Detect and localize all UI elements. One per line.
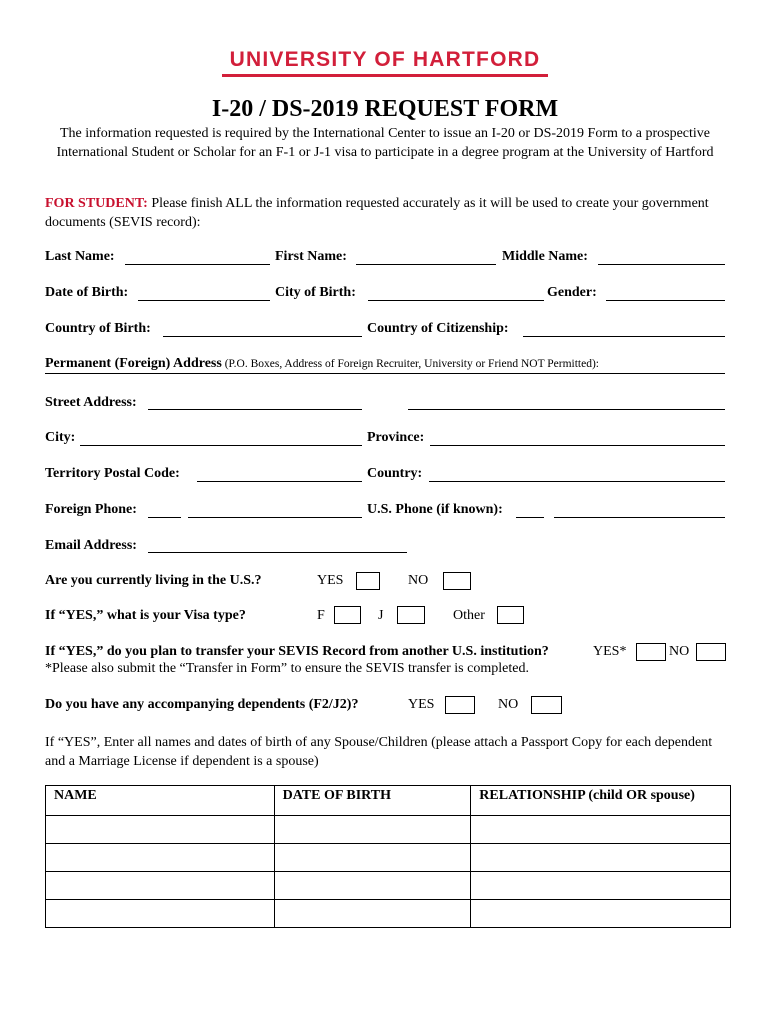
dependent-relationship-cell[interactable] <box>471 816 731 844</box>
living-yes-label: YES <box>317 573 344 588</box>
living-in-us-question: Are you currently living in the U.S.? <box>45 573 262 588</box>
foreign-phone-label: Foreign Phone: <box>45 502 137 517</box>
first-name-field[interactable] <box>356 264 496 265</box>
dependents-instructions: If “YES”, Enter all names and dates of birth of any Spouse/Children (please attach a Passport Copy for each dependent and a Marriage License if dependent is a spouse) <box>45 735 713 769</box>
table-row <box>46 900 731 928</box>
dependent-name-cell[interactable] <box>46 900 275 928</box>
dependent-dob-cell[interactable] <box>274 900 471 928</box>
dependent-dob-cell[interactable] <box>274 872 471 900</box>
citizenship-field[interactable] <box>523 336 725 337</box>
postal-code-label: Territory Postal Code: <box>45 466 180 481</box>
city-field[interactable] <box>80 445 362 446</box>
dependent-relationship-cell[interactable] <box>471 872 731 900</box>
dependents-no-checkbox[interactable] <box>531 696 562 714</box>
foreign-phone-code-field[interactable] <box>148 517 181 518</box>
table-row <box>46 872 731 900</box>
visa-other-checkbox[interactable] <box>497 606 524 624</box>
dependent-name-cell[interactable] <box>46 816 275 844</box>
transfer-question: If “YES,” do you plan to transfer your SEVIS Record from another U.S. institution? <box>45 644 549 659</box>
province-label: Province: <box>367 430 425 445</box>
dob-label: Date of Birth: <box>45 285 129 300</box>
table-row <box>46 844 731 872</box>
column-header-name: NAME <box>46 786 275 816</box>
email-label: Email Address: <box>45 538 137 553</box>
living-no-label: NO <box>408 573 429 588</box>
us-phone-field[interactable] <box>554 517 725 518</box>
province-field[interactable] <box>430 445 725 446</box>
dependents-yes-checkbox[interactable] <box>445 696 475 714</box>
visa-type-question: If “YES,” what is your Visa type? <box>45 608 246 623</box>
city-of-birth-field[interactable] <box>368 300 544 301</box>
dob-field[interactable] <box>138 300 270 301</box>
dependents-no-label: NO <box>498 697 519 712</box>
table-row <box>46 816 731 844</box>
table-header-row <box>46 786 731 816</box>
student-label: FOR STUDENT: <box>45 196 148 211</box>
visa-f-checkbox[interactable] <box>334 606 361 624</box>
dependents-yes-label: YES <box>408 697 435 712</box>
dependent-name-cell[interactable] <box>46 844 275 872</box>
column-header-dob: DATE OF BIRTH <box>274 786 471 816</box>
last-name-label: Last Name: <box>45 249 115 264</box>
visa-other-label: Other <box>453 608 485 623</box>
dependents-table <box>45 785 731 928</box>
living-no-checkbox[interactable] <box>443 572 471 590</box>
dependents-question: Do you have any accompanying dependents (F2/J2)? <box>45 697 359 712</box>
transfer-no-checkbox[interactable] <box>696 643 726 661</box>
transfer-yes-label: YES* <box>593 644 627 659</box>
permanent-address-heading <box>45 356 599 372</box>
permanent-address-note: (P.O. Boxes, Address of Foreign Recruiter, University or Friend NOT Permitted): <box>221 358 599 370</box>
living-yes-checkbox[interactable] <box>356 572 380 590</box>
logo-underline <box>222 74 548 77</box>
form-intro: The information requested is required by the International Center to issue an I-20 or DS-2019 Form to a prospective International Student or Scholar for an F-1 or J-1 visa to participate in a degree program at the University of Hartford <box>56 126 714 160</box>
dependent-relationship-cell[interactable] <box>471 844 731 872</box>
transfer-note: *Please also submit the “Transfer in Form” to ensure the SEVIS transfer is completed. <box>45 661 529 676</box>
column-header-relationship: RELATIONSHIP (child OR spouse) <box>471 786 731 816</box>
dependent-relationship-cell[interactable] <box>471 900 731 928</box>
visa-f-label: F <box>317 608 325 623</box>
country-of-birth-label: Country of Birth: <box>45 321 151 336</box>
gender-field[interactable] <box>606 300 725 301</box>
foreign-phone-field[interactable] <box>188 517 362 518</box>
middle-name-field[interactable] <box>598 264 725 265</box>
dependent-dob-cell[interactable] <box>274 816 471 844</box>
city-of-birth-label: City of Birth: <box>275 285 356 300</box>
transfer-no-label: NO <box>669 644 690 659</box>
university-logo: UNIVERSITY OF HARTFORD <box>229 48 541 71</box>
transfer-yes-checkbox[interactable] <box>636 643 666 661</box>
student-instructions <box>45 194 735 232</box>
section-divider <box>45 373 725 374</box>
dependent-dob-cell[interactable] <box>274 844 471 872</box>
middle-name-label: Middle Name: <box>502 249 588 264</box>
country-of-birth-field[interactable] <box>163 336 362 337</box>
street-address-label: Street Address: <box>45 395 137 410</box>
street-address-field-2[interactable] <box>408 409 725 410</box>
city-label: City: <box>45 430 76 445</box>
gender-label: Gender: <box>547 285 597 300</box>
postal-code-field[interactable] <box>197 481 362 482</box>
country-label: Country: <box>367 466 423 481</box>
form-title: I-20 / DS-2019 REQUEST FORM <box>211 96 559 122</box>
citizenship-label: Country of Citizenship: <box>367 321 509 336</box>
permanent-address-label: Permanent (Foreign) Address <box>45 356 222 371</box>
us-phone-code-field[interactable] <box>516 517 544 518</box>
last-name-field[interactable] <box>125 264 270 265</box>
us-phone-label: U.S. Phone (if known): <box>367 502 503 517</box>
street-address-field[interactable] <box>148 409 362 410</box>
dependent-name-cell[interactable] <box>46 872 275 900</box>
first-name-label: First Name: <box>275 249 347 264</box>
visa-j-checkbox[interactable] <box>397 606 425 624</box>
visa-j-label: J <box>378 608 384 623</box>
email-field[interactable] <box>148 552 407 553</box>
country-field[interactable] <box>429 481 725 482</box>
student-instructions-text: Please finish ALL the information requested accurately as it will be used to create your government documents (SEVIS record): <box>45 196 709 230</box>
